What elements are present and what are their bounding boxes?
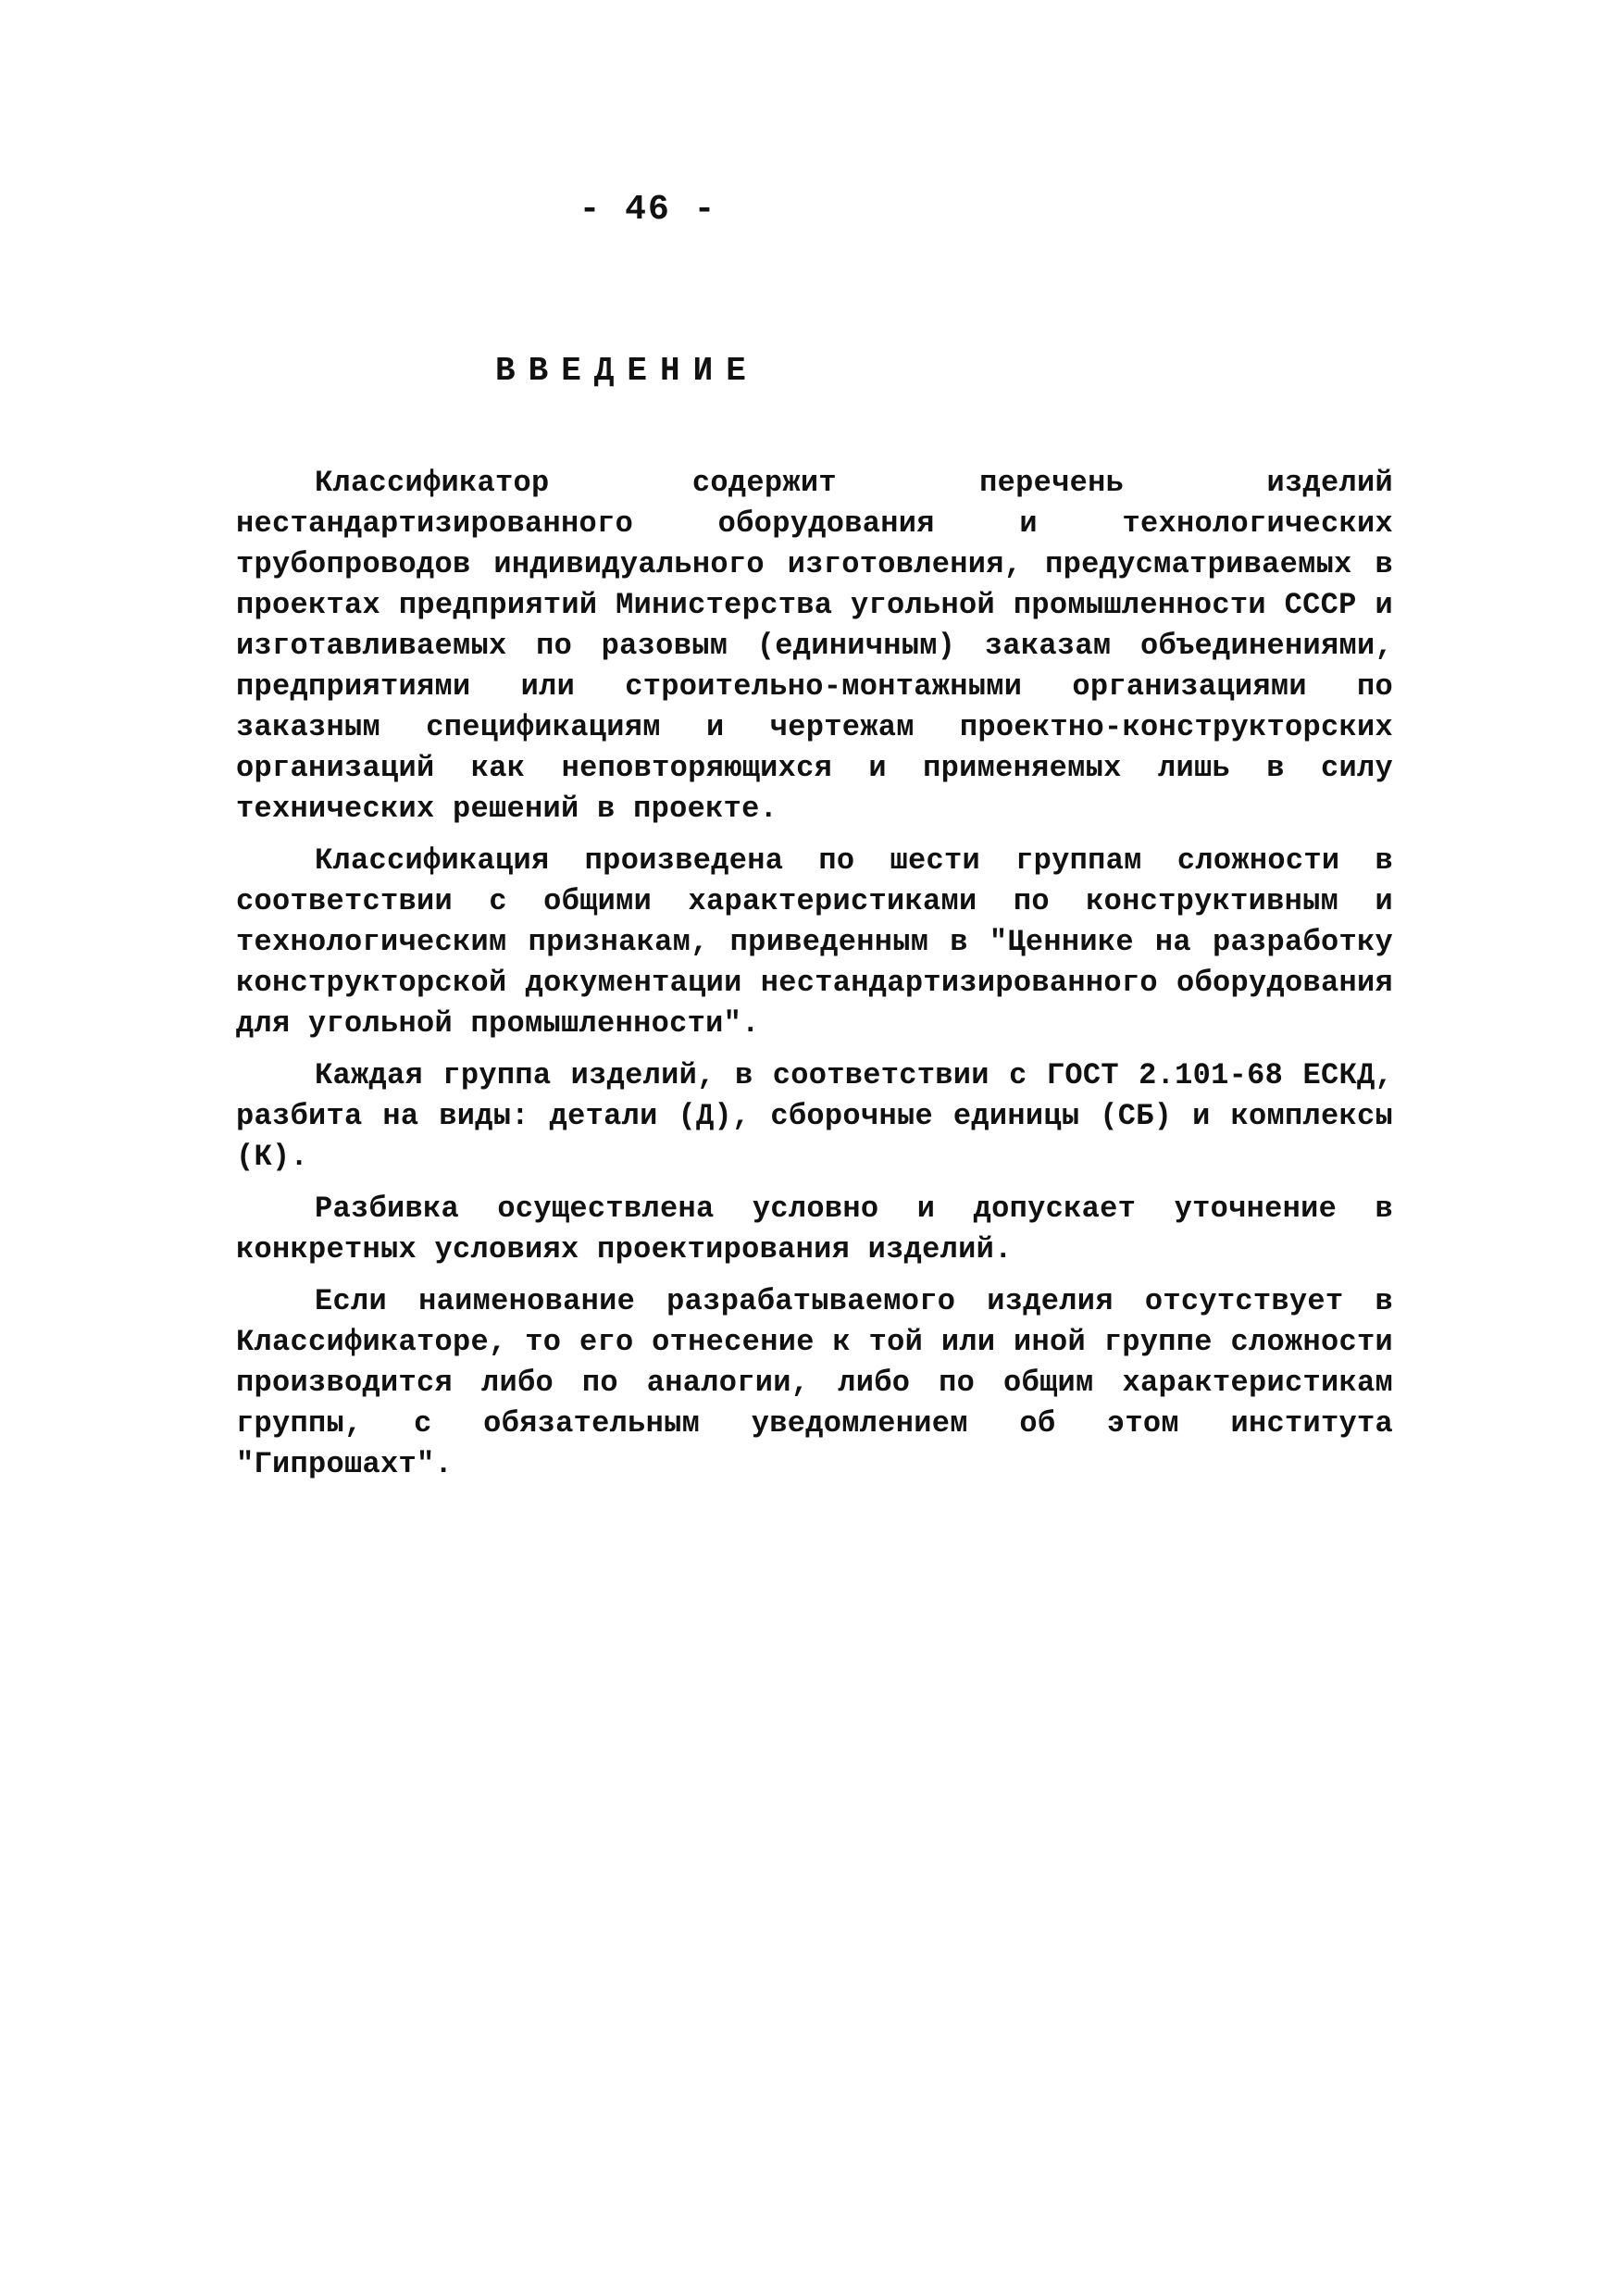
body-text xyxy=(236,463,1393,1496)
paragraph: Классификатор содержит перечень изделий нестандартизированного оборудования и технологических трубопроводов индивидуального изготовления, предусматриваемых в проектах предприятий Министерства угольной промышленности СССР и изготавливаемых по разовым (единичным) заказам объединениями, предприятиями или строительно-монтажными организациями по заказным спецификациям и чертежам проектно-конструкторских организаций как неповторяющихся и применяемых лишь в силу технических решений в проекте. xyxy=(236,466,1393,826)
section-heading: ВВЕДЕНИЕ xyxy=(495,352,759,390)
paragraph: Каждая группа изделий, в соответствии с ГОСТ 2.101-68 ЕСКД, разбита на виды: детали (Д), сборочные единицы (СБ) и комплексы (К). xyxy=(236,1058,1393,1174)
paragraph: Разбивка осуществлена условно и допускает уточнение в конкретных условиях проектирования изделий. xyxy=(236,1192,1393,1267)
page-number: - 46 - xyxy=(579,190,717,230)
paragraph: Если наименование разрабатываемого изделия отсутствует в Классификаторе, то его отнесение к той или иной группе сложности производится либо по аналогии, либо по общим характеристикам группы, с обязательным уведомлением об этом института "Гипрошахт". xyxy=(236,1284,1393,1481)
paragraph: Классификация произведена по шести группам сложности в соответствии с общими характеристиками по конструктивным и технологическим признакам, приведенным в "Ценнике на разработку конструкторской документации нестандартизированного оборудования для угольной промышленности". xyxy=(236,843,1393,1041)
